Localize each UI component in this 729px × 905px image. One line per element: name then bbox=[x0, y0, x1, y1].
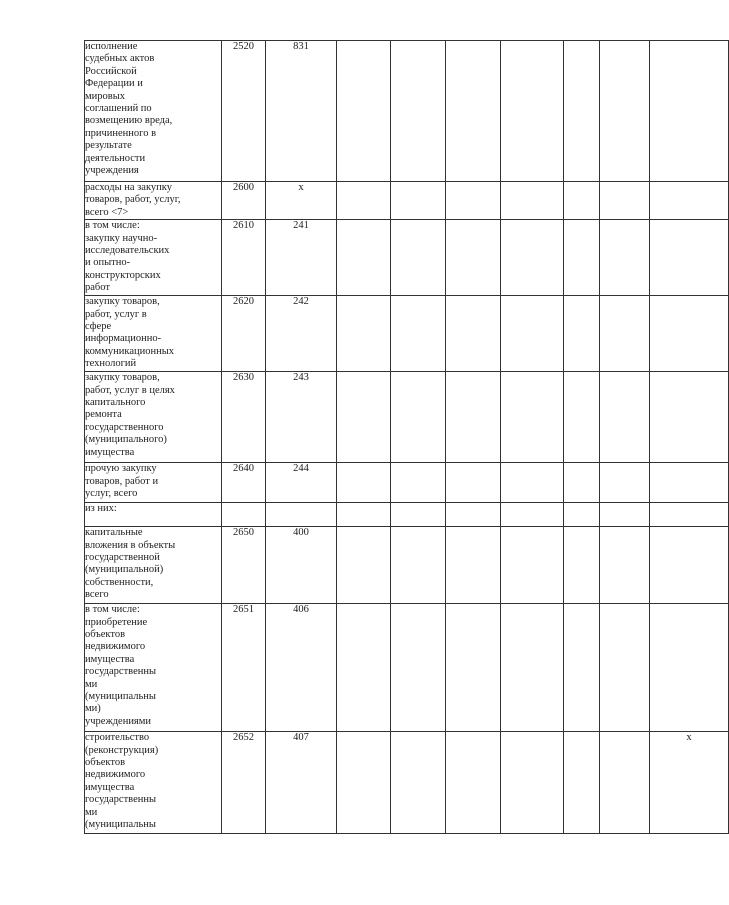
row-label-line: работ, услуг в целях bbox=[85, 384, 175, 396]
row-label-line: капитальные bbox=[85, 527, 143, 539]
row-label-line: ми) bbox=[85, 703, 101, 715]
row-label-line: работ, услуг в bbox=[85, 308, 147, 320]
row-label-line: (реконструкция) bbox=[85, 744, 159, 756]
row-label-line: имущества bbox=[85, 781, 135, 793]
value-cell bbox=[501, 182, 564, 220]
row-label-line: расходы на закупку bbox=[85, 182, 172, 193]
row-label-line: (муниципальной) bbox=[85, 564, 164, 576]
table-body bbox=[85, 41, 729, 834]
row-label-line: государственного bbox=[85, 421, 164, 433]
value-cell bbox=[337, 527, 391, 604]
kosgu-code-cell: 243 bbox=[266, 372, 337, 463]
value-cell bbox=[337, 220, 391, 296]
value-cell bbox=[501, 220, 564, 296]
value-cell bbox=[600, 463, 650, 503]
value-cell bbox=[650, 503, 729, 527]
row-label-line: деятельности bbox=[85, 152, 146, 164]
value-cell bbox=[391, 604, 446, 732]
row-label-line: закупку научно- bbox=[85, 232, 158, 244]
row-label-line: исполнение bbox=[85, 41, 138, 52]
value-cell bbox=[337, 372, 391, 463]
kosgu-code-cell: 400 bbox=[266, 527, 337, 604]
value-cell bbox=[600, 732, 650, 834]
financial-plan-table bbox=[84, 40, 729, 834]
value-cell bbox=[650, 527, 729, 604]
row-label-cell bbox=[85, 296, 222, 372]
value-cell bbox=[501, 503, 564, 527]
row-label-line: информационно- bbox=[85, 333, 162, 345]
row-label-line: объектов bbox=[85, 757, 126, 769]
value-cell bbox=[600, 372, 650, 463]
table-row bbox=[85, 296, 729, 372]
table-row bbox=[85, 527, 729, 604]
row-label-line: ми bbox=[85, 806, 98, 818]
row-label-cell bbox=[85, 732, 222, 834]
row-label-line: (муниципальны bbox=[85, 819, 156, 831]
row-label-line: возмещению вреда, bbox=[85, 115, 173, 127]
row-label-line: собственности, bbox=[85, 576, 154, 588]
value-cell bbox=[501, 732, 564, 834]
value-cell bbox=[391, 296, 446, 372]
row-code-cell: 2630 bbox=[222, 372, 266, 463]
value-cell bbox=[600, 527, 650, 604]
row-label-line: прочую закупку bbox=[85, 463, 157, 475]
value-cell bbox=[501, 296, 564, 372]
value-cell bbox=[501, 463, 564, 503]
row-label-line: недвижимого bbox=[85, 769, 146, 781]
row-label-line: работ bbox=[85, 282, 110, 294]
row-label-line: капитального bbox=[85, 397, 146, 409]
row-label-cell bbox=[85, 463, 222, 503]
value-cell bbox=[446, 220, 501, 296]
table-row bbox=[85, 182, 729, 220]
value-cell bbox=[600, 604, 650, 732]
row-label-line: в том числе: bbox=[85, 604, 140, 616]
row-label-line: государственной bbox=[85, 552, 160, 564]
value-cell bbox=[650, 182, 729, 220]
row-label-line: Федерации и bbox=[85, 78, 143, 90]
value-cell bbox=[650, 463, 729, 503]
value-cell bbox=[501, 604, 564, 732]
value-cell bbox=[391, 182, 446, 220]
value-cell bbox=[446, 604, 501, 732]
row-label-line: коммуникационных bbox=[85, 345, 175, 357]
value-cell bbox=[650, 604, 729, 732]
row-label-line: товаров, работ, услуг, bbox=[85, 194, 181, 206]
value-cell bbox=[391, 220, 446, 296]
row-label-line: и опытно- bbox=[85, 257, 131, 269]
row-code-cell: 2620 bbox=[222, 296, 266, 372]
value-cell bbox=[391, 732, 446, 834]
value-cell bbox=[337, 604, 391, 732]
value-cell bbox=[337, 463, 391, 503]
row-code-cell: 2651 bbox=[222, 604, 266, 732]
row-label-line: учреждения bbox=[85, 165, 139, 177]
value-cell bbox=[650, 296, 729, 372]
row-code-cell: 2610 bbox=[222, 220, 266, 296]
row-label-line: приобретение bbox=[85, 616, 148, 628]
kosgu-code-cell: 244 bbox=[266, 463, 337, 503]
value-cell bbox=[337, 182, 391, 220]
row-label-line: сфере bbox=[85, 321, 112, 333]
value-cell bbox=[446, 503, 501, 527]
value-cell bbox=[337, 503, 391, 527]
row-code-cell: 2652 bbox=[222, 732, 266, 834]
row-label-line: из них: bbox=[85, 503, 117, 515]
row-label-cell bbox=[85, 503, 222, 527]
value-cell bbox=[391, 527, 446, 604]
row-label-line: исследовательских bbox=[85, 245, 170, 257]
table-row bbox=[85, 463, 729, 503]
value-cell bbox=[391, 463, 446, 503]
value-cell bbox=[564, 296, 600, 372]
kosgu-code-cell bbox=[266, 503, 337, 527]
row-label-line: Российской bbox=[85, 65, 137, 77]
value-cell bbox=[391, 372, 446, 463]
value-cell bbox=[501, 527, 564, 604]
value-cell bbox=[650, 372, 729, 463]
value-cell bbox=[564, 372, 600, 463]
value-cell bbox=[564, 527, 600, 604]
row-label-cell bbox=[85, 604, 222, 732]
value-cell bbox=[564, 604, 600, 732]
row-label-line: технологий bbox=[85, 358, 137, 370]
row-label-cell bbox=[85, 372, 222, 463]
value-cell bbox=[446, 182, 501, 220]
row-code-cell: 2650 bbox=[222, 527, 266, 604]
row-label-line: закупку товаров, bbox=[85, 296, 160, 308]
row-label-line: всего <7> bbox=[85, 206, 129, 218]
table-row bbox=[85, 41, 729, 182]
value-cell bbox=[650, 41, 729, 182]
value-cell bbox=[446, 372, 501, 463]
value-cell bbox=[564, 732, 600, 834]
table-row bbox=[85, 604, 729, 732]
row-label-line: строительство bbox=[85, 732, 150, 744]
value-cell bbox=[501, 372, 564, 463]
value-cell: x bbox=[650, 732, 729, 834]
value-cell bbox=[446, 41, 501, 182]
row-label-line: всего bbox=[85, 589, 109, 601]
row-label-line: ми bbox=[85, 678, 98, 690]
value-cell bbox=[600, 503, 650, 527]
row-code-cell: 2600 bbox=[222, 182, 266, 220]
row-label-line: государственны bbox=[85, 794, 157, 806]
row-label-line: товаров, работ и bbox=[85, 475, 159, 487]
kosgu-code-cell: 241 bbox=[266, 220, 337, 296]
row-label-line: соглашений по bbox=[85, 103, 152, 115]
row-code-cell: 2640 bbox=[222, 463, 266, 503]
row-label-line: имущества bbox=[85, 653, 135, 665]
value-cell bbox=[600, 182, 650, 220]
row-label-cell bbox=[85, 41, 222, 182]
kosgu-code-cell: 407 bbox=[266, 732, 337, 834]
value-cell bbox=[600, 220, 650, 296]
value-cell bbox=[446, 296, 501, 372]
value-cell bbox=[446, 527, 501, 604]
row-label-line: ремонта bbox=[85, 409, 122, 421]
row-label-cell bbox=[85, 527, 222, 604]
row-label-line: вложения в объекты bbox=[85, 539, 176, 551]
value-cell bbox=[446, 732, 501, 834]
table-row bbox=[85, 732, 729, 834]
row-label-cell bbox=[85, 182, 222, 220]
kosgu-code-cell: 831 bbox=[266, 41, 337, 182]
row-label-line: конструкторских bbox=[85, 269, 161, 281]
value-cell bbox=[337, 296, 391, 372]
row-label-line: мировых bbox=[85, 90, 126, 102]
value-cell bbox=[337, 41, 391, 182]
value-cell bbox=[650, 220, 729, 296]
row-label-line: учреждениями bbox=[85, 715, 152, 727]
value-cell bbox=[564, 463, 600, 503]
row-label-line: недвижимого bbox=[85, 641, 146, 653]
row-label-line: причиненного в bbox=[85, 127, 157, 139]
value-cell bbox=[501, 41, 564, 182]
value-cell bbox=[600, 41, 650, 182]
value-cell bbox=[564, 220, 600, 296]
value-cell bbox=[446, 463, 501, 503]
row-label-line: (муниципальны bbox=[85, 691, 156, 703]
value-cell bbox=[391, 503, 446, 527]
value-cell bbox=[600, 296, 650, 372]
value-cell bbox=[391, 41, 446, 182]
row-code-cell bbox=[222, 503, 266, 527]
kosgu-code-cell: 406 bbox=[266, 604, 337, 732]
table-row bbox=[85, 503, 729, 527]
value-cell bbox=[564, 41, 600, 182]
row-label-cell bbox=[85, 220, 222, 296]
row-label-line: объектов bbox=[85, 629, 126, 641]
table-row bbox=[85, 220, 729, 296]
kosgu-code-cell: 242 bbox=[266, 296, 337, 372]
row-label-line: судебных актов bbox=[85, 53, 155, 65]
row-label-line: государственны bbox=[85, 666, 157, 678]
row-label-line: в том числе: bbox=[85, 220, 140, 232]
value-cell bbox=[564, 503, 600, 527]
row-label-line: результате bbox=[85, 140, 132, 152]
value-cell bbox=[337, 732, 391, 834]
table-row bbox=[85, 372, 729, 463]
row-code-cell: 2520 bbox=[222, 41, 266, 182]
row-label-line: (муниципального) bbox=[85, 434, 167, 446]
row-label-line: услуг, всего bbox=[85, 488, 138, 500]
row-label-line: имущества bbox=[85, 446, 135, 458]
value-cell bbox=[564, 182, 600, 220]
kosgu-code-cell: x bbox=[266, 182, 337, 220]
row-label-line: закупку товаров, bbox=[85, 372, 160, 384]
